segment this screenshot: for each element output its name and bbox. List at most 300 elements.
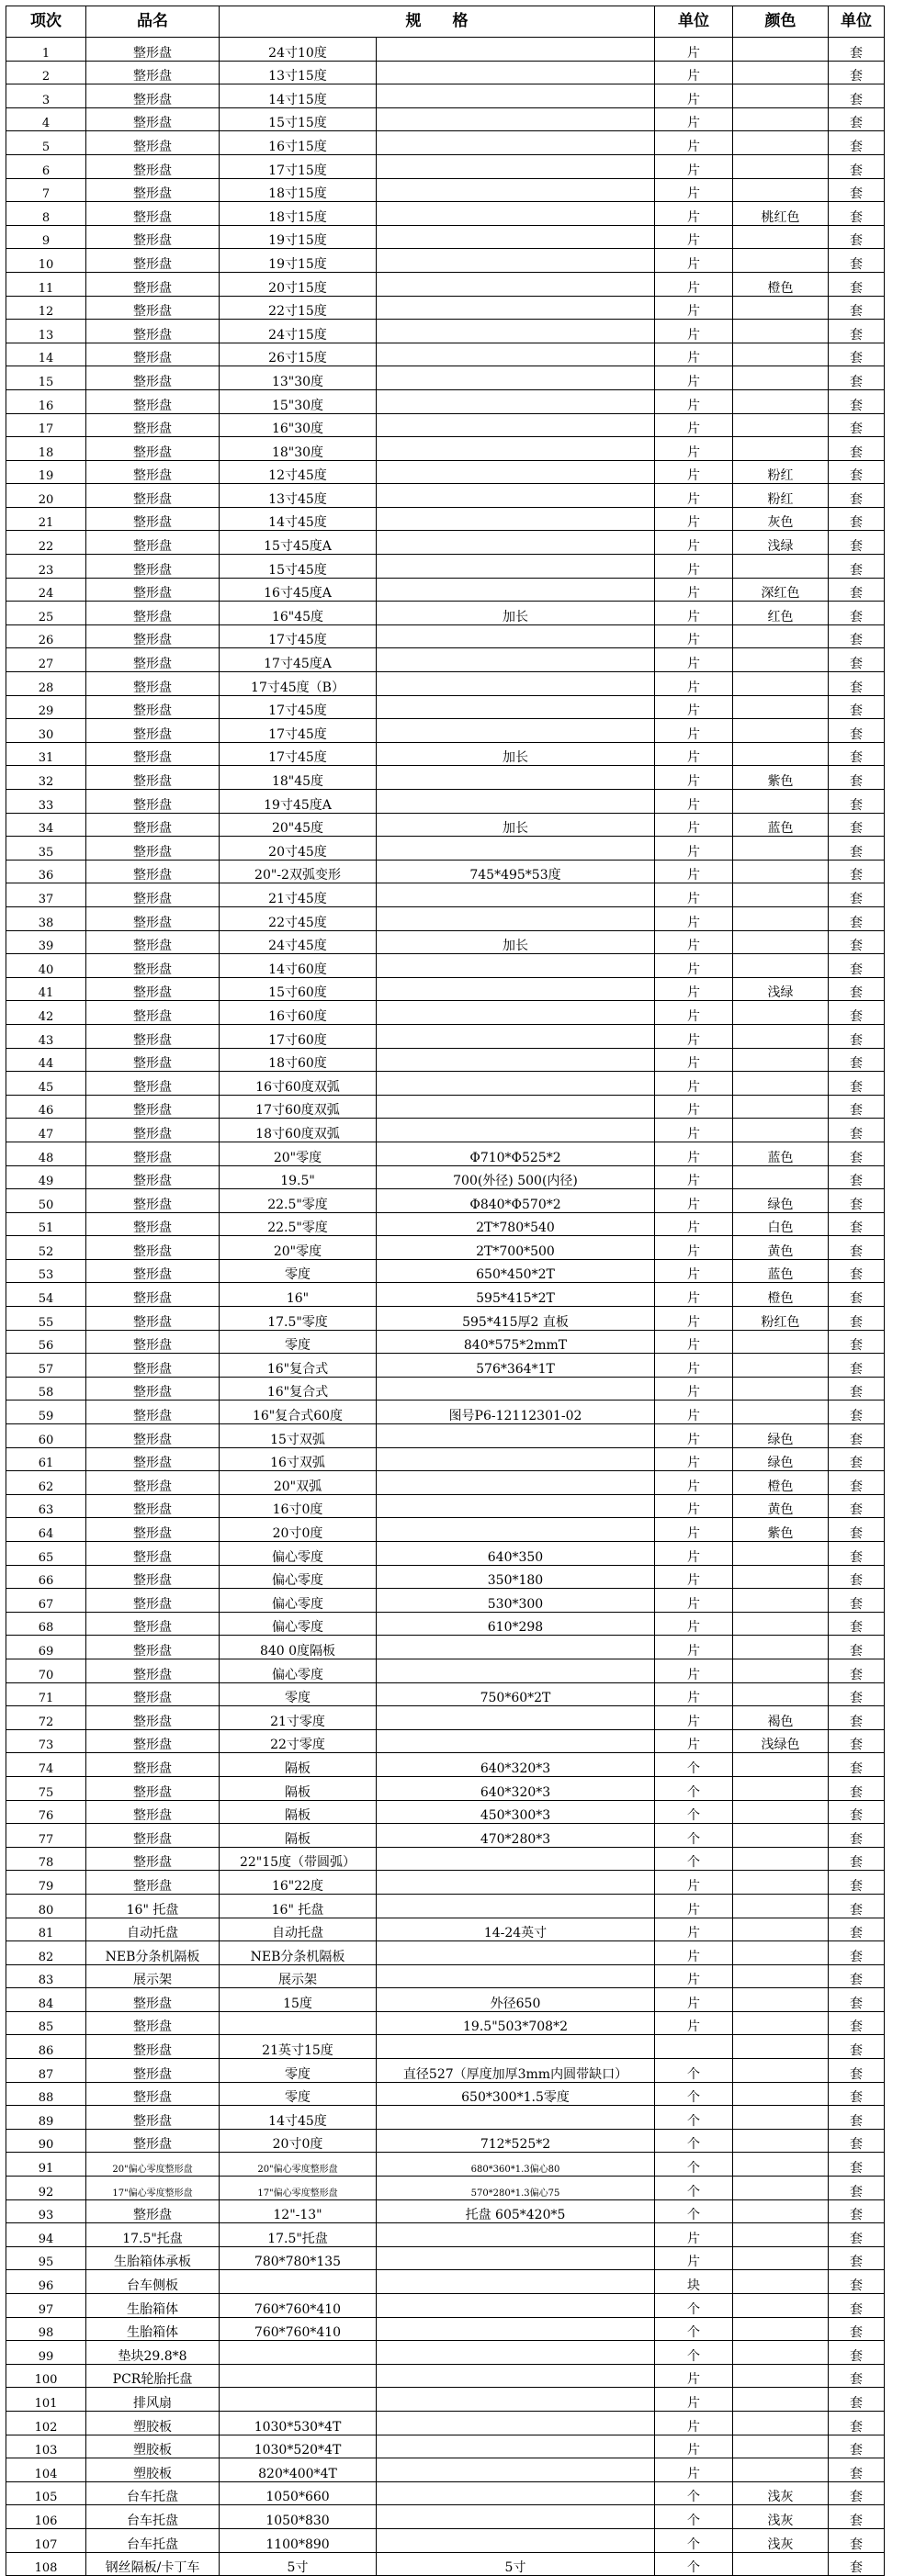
unit-cell: 片	[655, 2011, 733, 2035]
item-number-cell: 84	[6, 1988, 86, 2012]
table-row	[6, 1518, 885, 1542]
color-cell: 桃红色	[733, 202, 829, 226]
unit-cell: 个	[655, 2294, 733, 2318]
table-row	[6, 837, 885, 861]
unit-cell: 片	[655, 1612, 733, 1636]
product-name-cell: 整形盘	[86, 225, 220, 249]
set-unit-cell: 套	[829, 1307, 885, 1331]
unit-cell: 片	[655, 1024, 733, 1048]
spec-model-cell: 24寸10度	[220, 38, 377, 62]
set-unit-cell: 套	[829, 2246, 885, 2270]
color-cell	[733, 389, 829, 413]
color-cell	[733, 107, 829, 131]
unit-cell: 个	[655, 2129, 733, 2153]
table-row	[6, 624, 885, 648]
spec-model-cell	[220, 2364, 377, 2388]
spec-model-cell: 17寸45度	[220, 719, 377, 743]
spec-detail-cell	[377, 2388, 655, 2412]
spec-model-cell: 15寸45度	[220, 555, 377, 579]
set-unit-cell: 套	[829, 742, 885, 766]
product-name-cell: 整形盘	[86, 1283, 220, 1307]
color-cell	[733, 1589, 829, 1613]
set-unit-cell: 套	[829, 813, 885, 837]
item-number-cell: 22	[6, 531, 86, 555]
item-number-cell: 4	[6, 107, 86, 131]
unit-cell: 片	[655, 648, 733, 672]
spec-model-cell: 22寸15度	[220, 296, 377, 320]
unit-cell: 个	[655, 2341, 733, 2365]
header-set-unit: 单位	[829, 6, 885, 38]
unit-cell: 片	[655, 484, 733, 508]
spec-detail-cell	[377, 2035, 655, 2059]
color-cell	[733, 2059, 829, 2083]
item-number-cell: 42	[6, 1001, 86, 1025]
unit-cell: 片	[655, 860, 733, 883]
unit-cell: 片	[655, 2458, 733, 2482]
spec-detail-cell	[377, 766, 655, 790]
table-row	[6, 1847, 885, 1871]
color-cell	[733, 1659, 829, 1682]
spec-detail-cell	[377, 648, 655, 672]
item-number-cell: 28	[6, 672, 86, 696]
set-unit-cell: 套	[829, 413, 885, 437]
item-number-cell: 58	[6, 1377, 86, 1400]
spec-detail-cell	[377, 1494, 655, 1518]
unit-cell: 个	[655, 1847, 733, 1871]
header-item-no: 项次	[6, 6, 86, 38]
item-number-cell: 87	[6, 2059, 86, 2083]
item-number-cell: 24	[6, 578, 86, 602]
unit-cell: 片	[655, 1729, 733, 1753]
set-unit-cell: 套	[829, 555, 885, 579]
table-row	[6, 1894, 885, 1918]
table-row	[6, 719, 885, 743]
spec-detail-cell	[377, 837, 655, 861]
set-unit-cell: 套	[829, 2082, 885, 2106]
set-unit-cell: 套	[829, 2552, 885, 2576]
spec-detail-cell	[377, 1706, 655, 1730]
unit-cell: 片	[655, 930, 733, 954]
set-unit-cell: 套	[829, 2294, 885, 2318]
spec-model-cell: 20"双弧	[220, 1471, 377, 1495]
set-unit-cell: 套	[829, 1706, 885, 1730]
spec-detail-cell: 650*300*1.5零度	[377, 2082, 655, 2106]
color-cell	[733, 2011, 829, 2035]
set-unit-cell: 套	[829, 507, 885, 531]
table-row	[6, 2011, 885, 2035]
set-unit-cell: 套	[829, 1072, 885, 1096]
spec-model-cell	[220, 2011, 377, 2035]
unit-cell: 个	[655, 1776, 733, 1800]
spec-model-cell: 零度	[220, 1259, 377, 1283]
set-unit-cell: 套	[829, 2341, 885, 2365]
color-cell	[733, 2082, 829, 2106]
spec-model-cell: 15"30度	[220, 389, 377, 413]
table-row	[6, 1330, 885, 1354]
product-name-cell: 整形盘	[86, 1330, 220, 1354]
unit-cell: 片	[655, 1212, 733, 1236]
set-unit-cell: 套	[829, 2223, 885, 2247]
spec-model-cell: 840 0度隔板	[220, 1636, 377, 1659]
spec-model-cell: 1050*660	[220, 2481, 377, 2505]
set-unit-cell: 套	[829, 1636, 885, 1659]
unit-cell: 片	[655, 320, 733, 343]
color-cell	[733, 84, 829, 108]
spec-detail-cell	[377, 366, 655, 390]
spec-model-cell: 18"45度	[220, 766, 377, 790]
color-cell	[733, 742, 829, 766]
item-number-cell: 44	[6, 1048, 86, 1072]
set-unit-cell: 套	[829, 61, 885, 84]
product-name-cell: 整形盘	[86, 719, 220, 743]
spec-detail-cell	[377, 272, 655, 296]
product-name-cell: 整形盘	[86, 1095, 220, 1119]
spec-model-cell	[220, 2388, 377, 2412]
spec-model-cell: 15寸60度	[220, 977, 377, 1001]
table-row	[6, 2411, 885, 2435]
set-unit-cell: 套	[829, 578, 885, 602]
spec-model-cell: 17寸60度双弧	[220, 1095, 377, 1119]
color-cell	[733, 2388, 829, 2412]
set-unit-cell: 套	[829, 1330, 885, 1354]
color-cell	[733, 2246, 829, 2270]
spec-model-cell: 18寸15度	[220, 202, 377, 226]
set-unit-cell: 套	[829, 2153, 885, 2177]
color-cell: 红色	[733, 602, 829, 625]
color-cell	[733, 790, 829, 814]
product-name-cell: 整形盘	[86, 1988, 220, 2012]
spec-model-cell: 20"零度	[220, 1236, 377, 1260]
item-number-cell: 66	[6, 1565, 86, 1589]
unit-cell: 片	[655, 578, 733, 602]
set-unit-cell: 套	[829, 1753, 885, 1777]
product-name-cell: 展示架	[86, 1964, 220, 1988]
spec-detail-cell	[377, 2435, 655, 2458]
spec-model-cell: 22.5"零度	[220, 1189, 377, 1213]
spec-detail-cell	[377, 2341, 655, 2365]
table-row	[6, 578, 885, 602]
set-unit-cell: 套	[829, 249, 885, 273]
item-number-cell: 52	[6, 1236, 86, 1260]
color-cell: 绿色	[733, 1189, 829, 1213]
color-cell	[733, 719, 829, 743]
spec-detail-cell: 加长	[377, 813, 655, 837]
header-unit: 单位	[655, 6, 733, 38]
spec-detail-cell	[377, 2505, 655, 2529]
color-cell: 粉红	[733, 460, 829, 484]
spec-detail-cell	[377, 2458, 655, 2482]
color-cell	[733, 1776, 829, 1800]
set-unit-cell: 套	[829, 1001, 885, 1025]
spec-model-cell: 偏心零度	[220, 1612, 377, 1636]
spec-model-cell: 偏心零度	[220, 1565, 377, 1589]
color-cell	[733, 954, 829, 978]
header-color: 颜色	[733, 6, 829, 38]
item-number-cell: 71	[6, 1682, 86, 1706]
item-number-cell: 49	[6, 1165, 86, 1189]
spec-detail-cell	[377, 154, 655, 178]
set-unit-cell: 套	[829, 1283, 885, 1307]
table-row	[6, 2458, 885, 2482]
item-number-cell: 51	[6, 1212, 86, 1236]
set-unit-cell: 套	[829, 954, 885, 978]
item-number-cell: 98	[6, 2317, 86, 2341]
color-cell: 深红色	[733, 578, 829, 602]
product-name-cell: 整形盘	[86, 578, 220, 602]
spec-model-cell: 16寸0度	[220, 1494, 377, 1518]
spec-model-cell: 17寸45度	[220, 624, 377, 648]
set-unit-cell: 套	[829, 1142, 885, 1165]
table-row	[6, 1471, 885, 1495]
product-name-cell: 整形盘	[86, 602, 220, 625]
table-row	[6, 2082, 885, 2106]
spec-detail-cell: 5寸	[377, 2552, 655, 2576]
spec-detail-cell	[377, 343, 655, 366]
unit-cell: 片	[655, 555, 733, 579]
spec-model-cell: 24寸15度	[220, 320, 377, 343]
table-row	[6, 1542, 885, 1566]
table-row	[6, 1800, 885, 1824]
product-name-cell: 整形盘	[86, 202, 220, 226]
product-name-cell: 整形盘	[86, 1189, 220, 1213]
table-row	[6, 1048, 885, 1072]
table-row	[6, 883, 885, 907]
spec-detail-cell	[377, 2481, 655, 2505]
product-name-cell: 台车托盘	[86, 2481, 220, 2505]
product-name-cell: 整形盘	[86, 296, 220, 320]
spec-detail-cell	[377, 178, 655, 202]
set-unit-cell: 套	[829, 1212, 885, 1236]
item-number-cell: 9	[6, 225, 86, 249]
table-row	[6, 38, 885, 62]
color-cell	[733, 555, 829, 579]
item-number-cell: 26	[6, 624, 86, 648]
spec-detail-cell	[377, 1048, 655, 1072]
table-row	[6, 1447, 885, 1471]
color-cell: 粉红色	[733, 1307, 829, 1331]
color-cell	[733, 2153, 829, 2177]
unit-cell: 片	[655, 1871, 733, 1895]
product-name-cell: 整形盘	[86, 1729, 220, 1753]
spec-detail-cell: 610*298	[377, 1612, 655, 1636]
unit-cell: 片	[655, 883, 733, 907]
item-number-cell: 65	[6, 1542, 86, 1566]
item-number-cell: 48	[6, 1142, 86, 1165]
spec-detail-cell	[377, 1119, 655, 1142]
set-unit-cell: 套	[829, 695, 885, 719]
product-name-cell: 整形盘	[86, 320, 220, 343]
product-name-cell: 整形盘	[86, 977, 220, 1001]
spec-detail-cell	[377, 1447, 655, 1471]
unit-cell: 个	[655, 1800, 733, 1824]
product-name-cell: 塑胶板	[86, 2411, 220, 2435]
unit-cell: 片	[655, 1119, 733, 1142]
item-number-cell: 13	[6, 320, 86, 343]
product-name-cell: 整形盘	[86, 860, 220, 883]
unit-cell: 片	[655, 249, 733, 273]
product-name-cell: 垫块29.8*8	[86, 2341, 220, 2365]
set-unit-cell: 套	[829, 2411, 885, 2435]
spec-detail-cell	[377, 225, 655, 249]
spec-detail-cell	[377, 1659, 655, 1682]
spec-detail-cell: 712*525*2	[377, 2129, 655, 2153]
product-name-cell: 生胎箱体	[86, 2294, 220, 2318]
table-row	[6, 790, 885, 814]
unit-cell: 片	[655, 296, 733, 320]
spec-detail-cell	[377, 1941, 655, 1965]
set-unit-cell: 套	[829, 2059, 885, 2083]
product-name-cell: 整形盘	[86, 1636, 220, 1659]
spec-model-cell: 20寸0度	[220, 1518, 377, 1542]
product-name-cell: 整形盘	[86, 766, 220, 790]
table-row	[6, 2528, 885, 2552]
set-unit-cell: 套	[829, 2270, 885, 2294]
color-cell	[733, 61, 829, 84]
unit-cell: 片	[655, 1283, 733, 1307]
spec-model-cell: 26寸15度	[220, 343, 377, 366]
set-unit-cell: 套	[829, 2388, 885, 2412]
set-unit-cell: 套	[829, 648, 885, 672]
color-cell: 浅绿	[733, 531, 829, 555]
spec-detail-cell	[377, 389, 655, 413]
table-row	[6, 437, 885, 461]
item-number-cell: 11	[6, 272, 86, 296]
table-row	[6, 131, 885, 155]
item-number-cell: 38	[6, 906, 86, 930]
color-cell: 紫色	[733, 1518, 829, 1542]
product-name-cell: 整形盘	[86, 2035, 220, 2059]
spec-detail-cell: 托盘 605*420*5	[377, 2199, 655, 2223]
spec-detail-cell	[377, 1024, 655, 1048]
set-unit-cell: 套	[829, 1095, 885, 1119]
set-unit-cell: 套	[829, 883, 885, 907]
spec-detail-cell: 570*280*1.3偏心75	[377, 2177, 655, 2200]
item-number-cell: 55	[6, 1307, 86, 1331]
product-name-cell: 整形盘	[86, 366, 220, 390]
item-number-cell: 53	[6, 1259, 86, 1283]
unit-cell: 片	[655, 61, 733, 84]
set-unit-cell: 套	[829, 2458, 885, 2482]
spec-detail-cell	[377, 1636, 655, 1659]
unit-cell: 片	[655, 1941, 733, 1965]
color-cell: 蓝色	[733, 1142, 829, 1165]
color-cell	[733, 2199, 829, 2223]
spec-model-cell: 20寸0度	[220, 2129, 377, 2153]
spec-model-cell: 14寸15度	[220, 84, 377, 108]
spec-detail-cell: 2T*780*540	[377, 1212, 655, 1236]
set-unit-cell: 套	[829, 672, 885, 696]
spec-detail-cell	[377, 954, 655, 978]
table-row	[6, 272, 885, 296]
table-row	[6, 2129, 885, 2153]
product-name-cell: 钢丝隔板/卡丁车	[86, 2552, 220, 2576]
table-row	[6, 930, 885, 954]
unit-cell: 个	[655, 2059, 733, 2083]
spec-detail-cell	[377, 61, 655, 84]
product-name-cell: 整形盘	[86, 1518, 220, 1542]
set-unit-cell: 套	[829, 1447, 885, 1471]
color-cell	[733, 860, 829, 883]
spec-detail-cell	[377, 977, 655, 1001]
color-cell: 绿色	[733, 1424, 829, 1448]
unit-cell: 片	[655, 2411, 733, 2435]
spec-detail-cell: 640*320*3	[377, 1753, 655, 1777]
product-name-cell: 整形盘	[86, 61, 220, 84]
unit-cell: 片	[655, 131, 733, 155]
set-unit-cell: 套	[829, 1800, 885, 1824]
color-cell	[733, 1800, 829, 1824]
spec-model-cell: 隔板	[220, 1824, 377, 1848]
set-unit-cell: 套	[829, 1871, 885, 1895]
color-cell: 浅灰	[733, 2528, 829, 2552]
unit-cell: 片	[655, 790, 733, 814]
spec-model-cell: 17寸45度	[220, 695, 377, 719]
spec-model-cell: 760*760*410	[220, 2294, 377, 2318]
set-unit-cell: 套	[829, 484, 885, 508]
set-unit-cell: 套	[829, 1377, 885, 1400]
item-number-cell: 54	[6, 1283, 86, 1307]
color-cell	[733, 2129, 829, 2153]
color-cell: 橙色	[733, 272, 829, 296]
table-row	[6, 531, 885, 555]
spec-model-cell: 22"15度（带圆弧）	[220, 1847, 377, 1871]
unit-cell: 片	[655, 1424, 733, 1448]
color-cell	[733, 1682, 829, 1706]
unit-cell: 片	[655, 906, 733, 930]
set-unit-cell: 套	[829, 2177, 885, 2200]
unit-cell: 片	[655, 837, 733, 861]
item-number-cell: 40	[6, 954, 86, 978]
spec-detail-cell	[377, 790, 655, 814]
spec-model-cell: 零度	[220, 1330, 377, 1354]
spec-model-cell: 14寸60度	[220, 954, 377, 978]
spec-detail-cell	[377, 695, 655, 719]
spec-model-cell: 13寸15度	[220, 61, 377, 84]
set-unit-cell: 套	[829, 1918, 885, 1941]
spec-model-cell: 760*760*410	[220, 2317, 377, 2341]
table-row	[6, 1095, 885, 1119]
set-unit-cell: 套	[829, 296, 885, 320]
spec-model-cell: 17寸45度A	[220, 648, 377, 672]
item-number-cell: 77	[6, 1824, 86, 1848]
spec-model-cell: 13"30度	[220, 366, 377, 390]
product-name-cell: 整形盘	[86, 813, 220, 837]
color-cell	[733, 1095, 829, 1119]
unit-cell: 片	[655, 1048, 733, 1072]
spec-model-cell: 1030*530*4T	[220, 2411, 377, 2435]
table-row	[6, 1119, 885, 1142]
item-number-cell: 27	[6, 648, 86, 672]
color-cell: 白色	[733, 1212, 829, 1236]
unit-cell: 片	[655, 1988, 733, 2012]
spec-model-cell: 零度	[220, 1682, 377, 1706]
item-number-cell: 5	[6, 131, 86, 155]
table-row	[6, 460, 885, 484]
product-name-cell: 整形盘	[86, 1165, 220, 1189]
table-row	[6, 413, 885, 437]
unit-cell: 片	[655, 2246, 733, 2270]
product-name-cell: 整形盘	[86, 1354, 220, 1378]
color-cell	[733, 1824, 829, 1848]
table-row	[6, 1236, 885, 1260]
unit-cell: 片	[655, 695, 733, 719]
product-name-cell: 整形盘	[86, 2106, 220, 2130]
spec-model-cell: 16"45度	[220, 602, 377, 625]
product-name-cell: 整形盘	[86, 1659, 220, 1682]
product-name-cell: 整形盘	[86, 1001, 220, 1025]
spec-model-cell: 15寸双弧	[220, 1424, 377, 1448]
set-unit-cell: 套	[829, 225, 885, 249]
